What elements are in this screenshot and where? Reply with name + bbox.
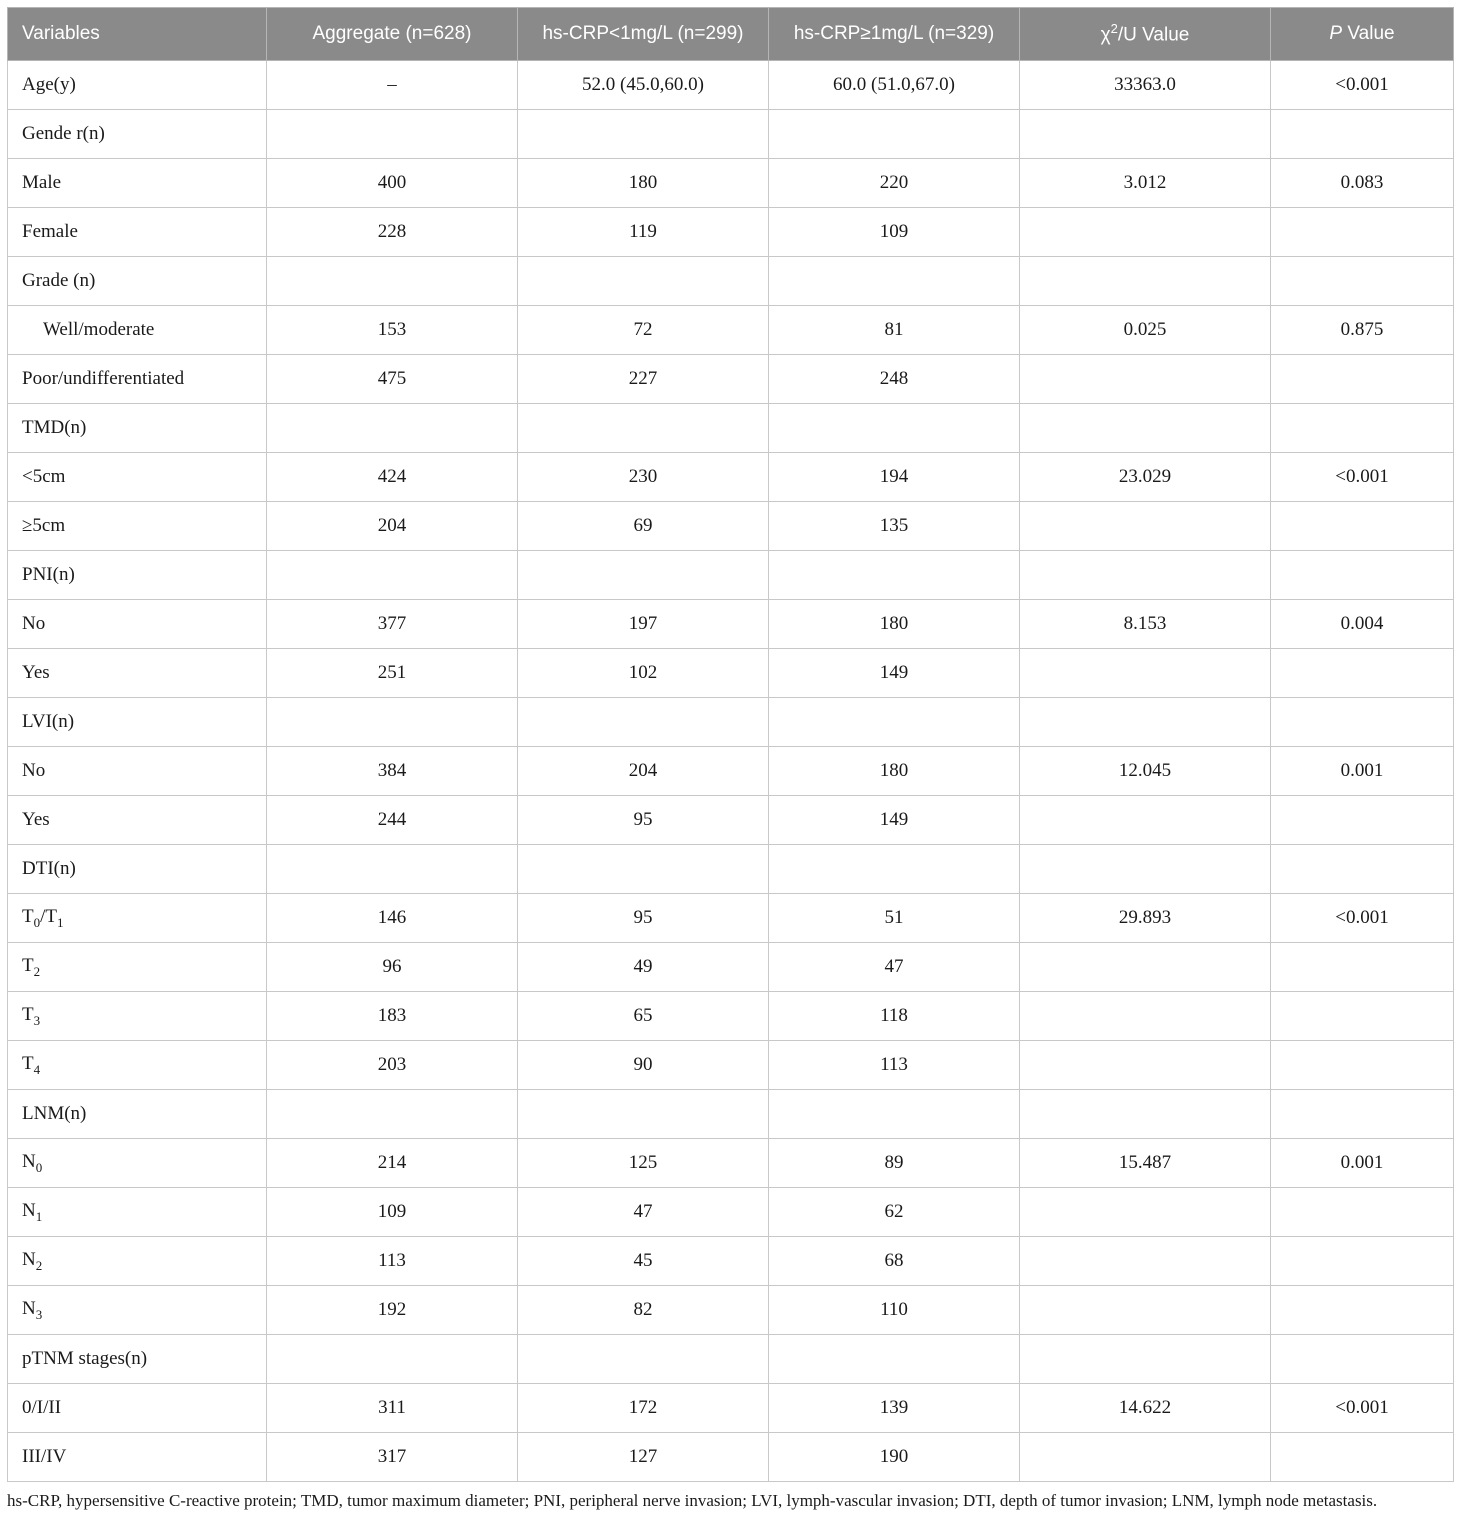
cell-aggregate: 400 (267, 159, 518, 208)
cell-hscrp-high (769, 698, 1020, 747)
row-label-subscript: 1 (57, 914, 64, 930)
cell-p-value (1271, 404, 1454, 453)
cell-chi-u-value (1020, 698, 1271, 747)
cell-aggregate: 109 (267, 1188, 518, 1237)
row-label (8, 943, 267, 992)
cell-aggregate: 153 (267, 306, 518, 355)
header-chi-u-value (1020, 8, 1271, 61)
cell-aggregate: 192 (267, 1286, 518, 1335)
row-label-subscript: 2 (35, 1257, 43, 1273)
cell-hscrp-high: 190 (769, 1433, 1020, 1482)
cell-aggregate (267, 404, 518, 453)
cell-chi-u-value: 23.029 (1020, 453, 1271, 502)
cell-p-value (1271, 1433, 1454, 1482)
cell-hscrp-high: 135 (769, 502, 1020, 551)
clinical-characteristics-table (7, 7, 1454, 1482)
cell-hscrp-low (518, 257, 769, 306)
cell-chi-u-value (1020, 208, 1271, 257)
cell-p-value (1271, 1237, 1454, 1286)
row-label-subscript: 3 (35, 1306, 43, 1322)
cell-hscrp-high: 139 (769, 1384, 1020, 1433)
cell-chi-u-value (1020, 992, 1271, 1041)
cell-hscrp-high: 68 (769, 1237, 1020, 1286)
cell-hscrp-low: 82 (518, 1286, 769, 1335)
cell-p-value (1271, 257, 1454, 306)
cell-chi-u-value (1020, 796, 1271, 845)
cell-hscrp-low: 95 (518, 894, 769, 943)
cell-hscrp-low: 230 (518, 453, 769, 502)
cell-p-value: 0.001 (1271, 1139, 1454, 1188)
row-label-subscript: 3 (33, 1012, 41, 1028)
table-row (8, 1090, 1454, 1139)
table-row (8, 1335, 1454, 1384)
cell-hscrp-low (518, 110, 769, 159)
cell-hscrp-high: 180 (769, 747, 1020, 796)
cell-hscrp-high (769, 551, 1020, 600)
cell-p-value: <0.001 (1271, 61, 1454, 110)
cell-hscrp-high (769, 1335, 1020, 1384)
cell-hscrp-low: 90 (518, 1041, 769, 1090)
cell-hscrp-low: 227 (518, 355, 769, 404)
cell-hscrp-low: 204 (518, 747, 769, 796)
table-row (8, 1286, 1454, 1335)
cell-hscrp-low: 172 (518, 1384, 769, 1433)
cell-hscrp-high (769, 404, 1020, 453)
cell-aggregate: 146 (267, 894, 518, 943)
cell-chi-u-value (1020, 649, 1271, 698)
cell-p-value: <0.001 (1271, 1384, 1454, 1433)
header-aggregate: Aggregate (n=628) (267, 8, 518, 61)
row-label-subscript: 0 (35, 1159, 43, 1175)
cell-hscrp-low: 72 (518, 306, 769, 355)
cell-p-value (1271, 208, 1454, 257)
cell-hscrp-high: 51 (769, 894, 1020, 943)
cell-hscrp-low: 47 (518, 1188, 769, 1237)
cell-p-value: 0.083 (1271, 159, 1454, 208)
row-label: No (8, 600, 267, 649)
row-label: Gende r(n) (8, 110, 267, 159)
cell-chi-u-value: 0.025 (1020, 306, 1271, 355)
row-label: pTNM stages(n) (8, 1335, 267, 1384)
row-label: Poor/undifferentiated (8, 355, 267, 404)
cell-chi-u-value (1020, 1188, 1271, 1237)
cell-p-value (1271, 1286, 1454, 1335)
table-row (8, 502, 1454, 551)
row-label-main: N (22, 1297, 36, 1319)
cell-p-value (1271, 355, 1454, 404)
row-label (8, 992, 267, 1041)
row-label: Well/moderate (8, 306, 267, 355)
cell-aggregate: 96 (267, 943, 518, 992)
chi-suffix: /U Value (1117, 24, 1190, 46)
cell-aggregate: 311 (267, 1384, 518, 1433)
chi-superscript: 2 (1110, 21, 1118, 37)
cell-hscrp-high: 60.0 (51.0,67.0) (769, 61, 1020, 110)
cell-hscrp-low (518, 551, 769, 600)
table-row (8, 600, 1454, 649)
cell-chi-u-value (1020, 1041, 1271, 1090)
cell-chi-u-value (1020, 551, 1271, 600)
table-row (8, 1237, 1454, 1286)
table-row (8, 257, 1454, 306)
row-label: Yes (8, 649, 267, 698)
row-label: DTI(n) (8, 845, 267, 894)
cell-aggregate (267, 698, 518, 747)
cell-aggregate: 183 (267, 992, 518, 1041)
cell-p-value (1271, 551, 1454, 600)
cell-hscrp-low: 102 (518, 649, 769, 698)
cell-chi-u-value: 12.045 (1020, 747, 1271, 796)
row-label: 0/I/II (8, 1384, 267, 1433)
row-label (8, 1188, 267, 1237)
cell-hscrp-high: 180 (769, 600, 1020, 649)
table-row (8, 1041, 1454, 1090)
cell-p-value (1271, 943, 1454, 992)
table-row (8, 551, 1454, 600)
cell-p-value: 0.004 (1271, 600, 1454, 649)
cell-p-value (1271, 110, 1454, 159)
cell-aggregate: 203 (267, 1041, 518, 1090)
table-row (8, 845, 1454, 894)
cell-chi-u-value: 15.487 (1020, 1139, 1271, 1188)
cell-p-value (1271, 649, 1454, 698)
table-row (8, 404, 1454, 453)
row-label: LVI(n) (8, 698, 267, 747)
cell-hscrp-low: 49 (518, 943, 769, 992)
table-row (8, 453, 1454, 502)
cell-p-value (1271, 992, 1454, 1041)
row-label: ≥5cm (8, 502, 267, 551)
cell-chi-u-value: 14.622 (1020, 1384, 1271, 1433)
row-label: No (8, 747, 267, 796)
cell-hscrp-low: 125 (518, 1139, 769, 1188)
row-label: Yes (8, 796, 267, 845)
cell-hscrp-low (518, 1090, 769, 1139)
cell-hscrp-low (518, 1335, 769, 1384)
cell-chi-u-value (1020, 1237, 1271, 1286)
cell-p-value (1271, 1090, 1454, 1139)
table-row (8, 1433, 1454, 1482)
cell-chi-u-value: 33363.0 (1020, 61, 1271, 110)
header-hscrp-high: hs-CRP≥1mg/L (n=329) (769, 8, 1020, 61)
row-label (8, 1286, 267, 1335)
table-row (8, 796, 1454, 845)
row-label-main: T (22, 1003, 34, 1025)
cell-aggregate: 317 (267, 1433, 518, 1482)
cell-hscrp-high: 149 (769, 796, 1020, 845)
header-hscrp-low: hs-CRP<1mg/L (n=299) (518, 8, 769, 61)
table-row (8, 61, 1454, 110)
cell-aggregate: 384 (267, 747, 518, 796)
cell-hscrp-high (769, 845, 1020, 894)
cell-hscrp-high: 113 (769, 1041, 1020, 1090)
cell-aggregate: 251 (267, 649, 518, 698)
cell-hscrp-high: 194 (769, 453, 1020, 502)
row-label (8, 1041, 267, 1090)
cell-p-value (1271, 1335, 1454, 1384)
cell-hscrp-high: 89 (769, 1139, 1020, 1188)
p-suffix: Value (1342, 23, 1395, 44)
chi-symbol: χ (1100, 24, 1111, 46)
table-row (8, 992, 1454, 1041)
cell-aggregate (267, 110, 518, 159)
table-row (8, 110, 1454, 159)
cell-p-value: <0.001 (1271, 453, 1454, 502)
row-label: Female (8, 208, 267, 257)
row-label: PNI(n) (8, 551, 267, 600)
row-label-main: T (22, 1052, 34, 1074)
cell-hscrp-low: 69 (518, 502, 769, 551)
row-label-main: /T (40, 905, 57, 927)
table-row (8, 943, 1454, 992)
row-label-main: T (22, 905, 34, 927)
cell-aggregate (267, 1090, 518, 1139)
row-label (8, 1139, 267, 1188)
table-row (8, 1188, 1454, 1237)
header-p-value (1271, 8, 1454, 61)
cell-p-value (1271, 698, 1454, 747)
table-row (8, 208, 1454, 257)
cell-chi-u-value (1020, 1090, 1271, 1139)
cell-aggregate (267, 845, 518, 894)
row-label: TMD(n) (8, 404, 267, 453)
row-label-main: N (22, 1248, 36, 1270)
cell-chi-u-value (1020, 1335, 1271, 1384)
row-label: Male (8, 159, 267, 208)
cell-hscrp-low: 65 (518, 992, 769, 1041)
cell-hscrp-low: 119 (518, 208, 769, 257)
cell-hscrp-high: 81 (769, 306, 1020, 355)
cell-p-value (1271, 1041, 1454, 1090)
row-label-main: N (22, 1150, 36, 1172)
cell-hscrp-high: 62 (769, 1188, 1020, 1237)
table-row (8, 698, 1454, 747)
row-label-subscript: 0 (33, 914, 41, 930)
cell-p-value (1271, 845, 1454, 894)
row-label: Age(y) (8, 61, 267, 110)
cell-chi-u-value (1020, 110, 1271, 159)
cell-hscrp-high: 110 (769, 1286, 1020, 1335)
cell-chi-u-value (1020, 355, 1271, 404)
table-row (8, 747, 1454, 796)
cell-chi-u-value (1020, 943, 1271, 992)
cell-p-value: 0.875 (1271, 306, 1454, 355)
cell-hscrp-low: 45 (518, 1237, 769, 1286)
row-label: LNM(n) (8, 1090, 267, 1139)
cell-hscrp-high: 220 (769, 159, 1020, 208)
row-label (8, 894, 267, 943)
cell-hscrp-high: 47 (769, 943, 1020, 992)
table-container (7, 7, 1453, 1511)
cell-p-value (1271, 796, 1454, 845)
cell-hscrp-low: 95 (518, 796, 769, 845)
table-row (8, 894, 1454, 943)
cell-chi-u-value (1020, 845, 1271, 894)
header-row (8, 8, 1454, 61)
cell-p-value (1271, 502, 1454, 551)
cell-chi-u-value (1020, 502, 1271, 551)
cell-hscrp-high: 149 (769, 649, 1020, 698)
cell-hscrp-high: 118 (769, 992, 1020, 1041)
cell-chi-u-value (1020, 404, 1271, 453)
cell-chi-u-value (1020, 1286, 1271, 1335)
cell-chi-u-value: 3.012 (1020, 159, 1271, 208)
cell-p-value: <0.001 (1271, 894, 1454, 943)
header-variables: Variables (8, 8, 267, 61)
cell-hscrp-high: 109 (769, 208, 1020, 257)
cell-hscrp-high: 248 (769, 355, 1020, 404)
table-row (8, 649, 1454, 698)
cell-hscrp-low: 52.0 (45.0,60.0) (518, 61, 769, 110)
cell-aggregate: 244 (267, 796, 518, 845)
table-row (8, 1384, 1454, 1433)
row-label: <5cm (8, 453, 267, 502)
cell-chi-u-value (1020, 1433, 1271, 1482)
cell-aggregate: 113 (267, 1237, 518, 1286)
table-row (8, 355, 1454, 404)
cell-aggregate (267, 551, 518, 600)
cell-hscrp-low (518, 698, 769, 747)
cell-p-value (1271, 1188, 1454, 1237)
table-row (8, 1139, 1454, 1188)
cell-aggregate: – (267, 61, 518, 110)
cell-aggregate: 377 (267, 600, 518, 649)
cell-chi-u-value: 29.893 (1020, 894, 1271, 943)
cell-hscrp-high (769, 1090, 1020, 1139)
cell-aggregate: 204 (267, 502, 518, 551)
row-label (8, 1237, 267, 1286)
p-italic: P (1329, 23, 1343, 44)
cell-aggregate: 214 (267, 1139, 518, 1188)
cell-chi-u-value (1020, 257, 1271, 306)
cell-aggregate: 228 (267, 208, 518, 257)
cell-hscrp-low (518, 404, 769, 453)
cell-p-value: 0.001 (1271, 747, 1454, 796)
row-label: Grade (n) (8, 257, 267, 306)
row-label-main: T (22, 954, 34, 976)
table-footnote: hs-CRP, hypersensitive C-reactive protein; TMD, tumor maximum diameter; PNI, peripheral nerve invasion; LVI, lymph-vascular invasion; DTI, depth of tumor invasion; LNM, lymph node metastasis. (7, 1491, 1378, 1510)
cell-aggregate (267, 1335, 518, 1384)
cell-hscrp-low: 180 (518, 159, 769, 208)
cell-hscrp-high (769, 257, 1020, 306)
cell-chi-u-value: 8.153 (1020, 600, 1271, 649)
row-label-subscript: 1 (35, 1208, 43, 1224)
row-label-subscript: 4 (33, 1061, 41, 1077)
cell-hscrp-low: 127 (518, 1433, 769, 1482)
cell-aggregate (267, 257, 518, 306)
cell-hscrp-low (518, 845, 769, 894)
table-body (8, 61, 1454, 1482)
table-row (8, 159, 1454, 208)
row-label: III/IV (8, 1433, 267, 1482)
row-label-subscript: 2 (33, 963, 41, 979)
cell-hscrp-low: 197 (518, 600, 769, 649)
table-row (8, 306, 1454, 355)
cell-aggregate: 475 (267, 355, 518, 404)
cell-aggregate: 424 (267, 453, 518, 502)
cell-hscrp-high (769, 110, 1020, 159)
row-label-main: N (22, 1199, 36, 1221)
